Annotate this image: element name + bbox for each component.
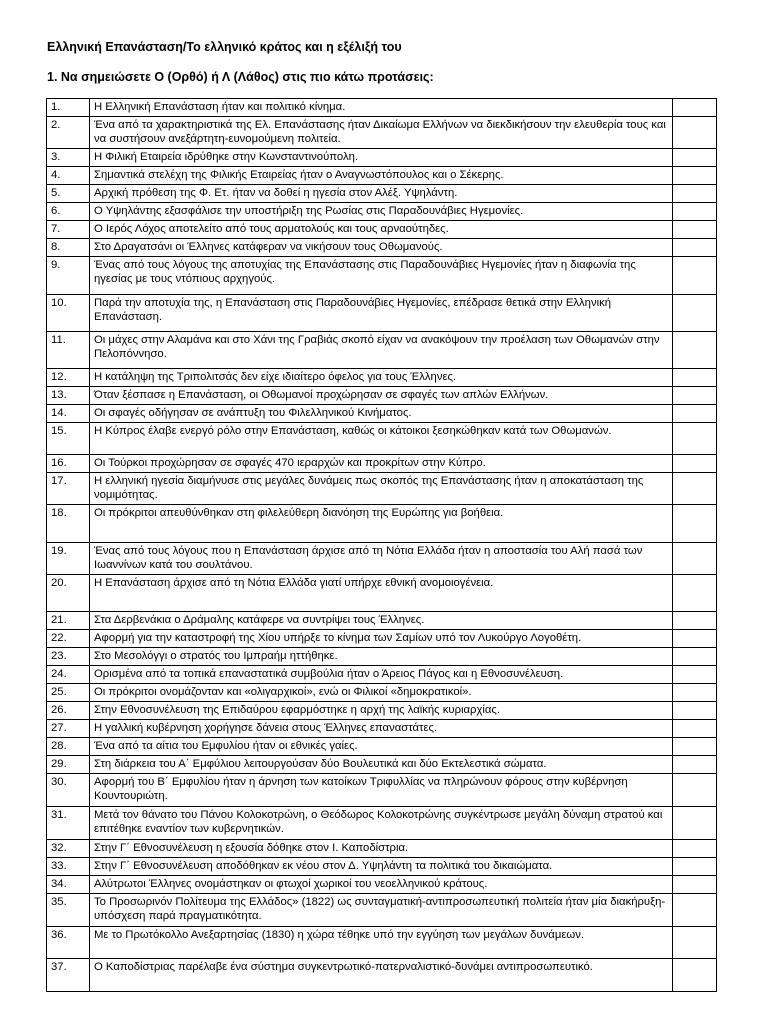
table-row xyxy=(47,840,717,858)
answer-cell[interactable] xyxy=(673,612,717,630)
table-row xyxy=(47,702,717,720)
table-row xyxy=(47,221,717,239)
statement-number: 31. xyxy=(47,807,90,840)
statements-table xyxy=(46,98,717,992)
statement-text: Η Επανάσταση άρχισε από τη Νότια Ελλάδα γιατί υπήρχε εθνική ανομοιογένεια. xyxy=(90,575,673,612)
statement-number: 37. xyxy=(47,959,90,992)
statement-number: 26. xyxy=(47,702,90,720)
table-row xyxy=(47,167,717,185)
answer-cell[interactable] xyxy=(673,774,717,807)
statement-number: 6. xyxy=(47,203,90,221)
statement-text: Ο Υψηλάντης εξασφάλισε την υποστήριξη της Ρωσίας στις Παραδουνάβιες Ηγεμονίες. xyxy=(90,203,673,221)
answer-cell[interactable] xyxy=(673,927,717,959)
statement-text: Αφορμή για την καταστροφή της Χίου υπήρξε το κίνημα των Σαμίων υπό τον Λυκούργο Λογοθέτη. xyxy=(90,630,673,648)
question-instruction: 1. Να σημειώσετε Ο (Ορθό) ή Λ (Λάθος) στις πιο κάτω προτάσεις: xyxy=(47,70,434,84)
statement-text: Οι πρόκριτοι απευθύνθηκαν στη φιλελεύθερη διανόηση της Ευρώπης για βοήθεια. xyxy=(90,505,673,543)
statement-text: Μετά τον θάνατο του Πάνου Κολοκοτρώνη, ο Θεόδωρος Κολοκοτρώνης συγκέντρωσε μεγάλη δύναμη στρατού και επιτέθηκε εναντίον των κυβερνητικών. xyxy=(90,807,673,840)
table-row xyxy=(47,387,717,405)
statement-number: 33. xyxy=(47,858,90,876)
answer-cell[interactable] xyxy=(673,332,717,369)
answer-cell[interactable] xyxy=(673,185,717,203)
table-row xyxy=(47,185,717,203)
statement-text: Οι Τούρκοι προχώρησαν σε σφαγές 470 ιεραρχών και προκρίτων στην Κύπρο. xyxy=(90,455,673,473)
answer-cell[interactable] xyxy=(673,473,717,505)
answer-cell[interactable] xyxy=(673,167,717,185)
answer-cell[interactable] xyxy=(673,876,717,894)
statement-text: Αρχική πρόθεση της Φ. Ετ. ήταν να δοθεί η ηγεσία στον Αλέξ. Υψηλάντη. xyxy=(90,185,673,203)
statement-text: Η γαλλική κυβέρνηση χορήγησε δάνεια στους Έλληνες επαναστάτες. xyxy=(90,720,673,738)
table-row xyxy=(47,149,717,167)
table-row xyxy=(47,369,717,387)
table-row xyxy=(47,630,717,648)
table-row xyxy=(47,876,717,894)
statement-number: 24. xyxy=(47,666,90,684)
answer-cell[interactable] xyxy=(673,405,717,423)
statement-number: 19. xyxy=(47,543,90,575)
statement-text: Η Ελληνική Επανάσταση ήταν και πολιτικό κίνημα. xyxy=(90,99,673,117)
statement-number: 13. xyxy=(47,387,90,405)
statement-number: 36. xyxy=(47,927,90,959)
answer-cell[interactable] xyxy=(673,807,717,840)
answer-cell[interactable] xyxy=(673,505,717,543)
table-row xyxy=(47,203,717,221)
table-row xyxy=(47,738,717,756)
statement-number: 7. xyxy=(47,221,90,239)
statement-number: 35. xyxy=(47,894,90,927)
statement-number: 2. xyxy=(47,117,90,149)
answer-cell[interactable] xyxy=(673,684,717,702)
answer-cell[interactable] xyxy=(673,666,717,684)
statement-text: Ο Καποδίστριας παρέλαβε ένα σύστημα συγκεντρωτικό-πατερναλιστικό-δυνάμει αντιπροσωπευτικό. xyxy=(90,959,673,992)
statement-number: 28. xyxy=(47,738,90,756)
statement-number: 5. xyxy=(47,185,90,203)
statement-text: Παρά την αποτυχία της, η Επανάσταση στις Παραδουνάβιες Ηγεμονίες, επέδρασε θετικά στην Ελληνική Επανάσταση. xyxy=(90,295,673,332)
statement-number: 20. xyxy=(47,575,90,612)
statement-text: Ένα από τα χαρακτηριστικά της Ελ. Επανάστασης ήταν Δικαίωμα Ελλήνων να διεκδικήσουν την ελευθερία τους και να συστήσουν ανεξάρτητη-ευνομούμενη πολιτεία. xyxy=(90,117,673,149)
answer-cell[interactable] xyxy=(673,295,717,332)
table-row xyxy=(47,117,717,149)
answer-cell[interactable] xyxy=(673,387,717,405)
answer-cell[interactable] xyxy=(673,117,717,149)
statement-text: Σημαντικά στελέχη της Φιλικής Εταιρείας ήταν ο Αναγνωστόπουλος και ο Σέκερης. xyxy=(90,167,673,185)
table-row xyxy=(47,756,717,774)
table-row xyxy=(47,894,717,927)
table-row xyxy=(47,575,717,612)
table-row xyxy=(47,99,717,117)
statement-number: 27. xyxy=(47,720,90,738)
table-row xyxy=(47,332,717,369)
answer-cell[interactable] xyxy=(673,858,717,876)
statement-text: Ο Ιερός Λόχος αποτελείτο από τους αρματολούς και τους αρναούτηδες. xyxy=(90,221,673,239)
statement-number: 9. xyxy=(47,257,90,295)
answer-cell[interactable] xyxy=(673,630,717,648)
table-row xyxy=(47,959,717,992)
statement-number: 17. xyxy=(47,473,90,505)
statement-number: 22. xyxy=(47,630,90,648)
answer-cell[interactable] xyxy=(673,756,717,774)
statement-text: Όταν ξέσπασε η Επανάσταση, οι Οθωμανοί προχώρησαν σε σφαγές των απλών Ελλήνων. xyxy=(90,387,673,405)
answer-cell[interactable] xyxy=(673,575,717,612)
statement-text: Στην Γ΄ Εθνοσυνέλευση η εξουσία δόθηκε στον Ι. Καποδίστρια. xyxy=(90,840,673,858)
statement-text: Η κατάληψη της Τριπολιτσάς δεν είχε ιδιαίτερο όφελος για τους Έλληνες. xyxy=(90,369,673,387)
statement-text: Στα Δερβενάκια ο Δράμαλης κατάφερε να συντρίψει τους Έλληνες. xyxy=(90,612,673,630)
table-row xyxy=(47,257,717,295)
table-row xyxy=(47,473,717,505)
statement-text: Ένας από τους λόγους που η Επανάσταση άρχισε από τη Νότια Ελλάδα ήταν η αποστασία του Αλή πασά των Ιωαννίνων κατά του σουλτάνου. xyxy=(90,543,673,575)
answer-cell[interactable] xyxy=(673,840,717,858)
answer-cell[interactable] xyxy=(673,738,717,756)
answer-cell[interactable] xyxy=(673,543,717,575)
statement-text: Η Φιλική Εταιρεία ιδρύθηκε στην Κωνσταντινούπολη. xyxy=(90,149,673,167)
statement-number: 10. xyxy=(47,295,90,332)
table-row xyxy=(47,505,717,543)
answer-cell[interactable] xyxy=(673,648,717,666)
statement-number: 1. xyxy=(47,99,90,117)
table-row xyxy=(47,423,717,455)
answer-cell[interactable] xyxy=(673,149,717,167)
answer-cell[interactable] xyxy=(673,203,717,221)
statement-text: Ένα από τα αίτια του Εμφυλίου ήταν οι εθνικές γαίες. xyxy=(90,738,673,756)
table-row xyxy=(47,774,717,807)
statement-text: Οι πρόκριτοι ονομάζονταν και «ολιγαρχικοί», ενώ οι Φιλικοί «δημοκρατικοί». xyxy=(90,684,673,702)
statement-text: Στο Μεσολόγγι ο στρατός του Ιμπραήμ ηττήθηκε. xyxy=(90,648,673,666)
statement-number: 11. xyxy=(47,332,90,369)
statement-number: 25. xyxy=(47,684,90,702)
statement-number: 14. xyxy=(47,405,90,423)
answer-cell[interactable] xyxy=(673,455,717,473)
statement-number: 18. xyxy=(47,505,90,543)
answer-cell[interactable] xyxy=(673,423,717,455)
statement-number: 8. xyxy=(47,239,90,257)
statement-text: Οι σφαγές οδήγησαν σε ανάπτυξη του Φιλελληνικού Κινήματος. xyxy=(90,405,673,423)
answer-cell[interactable] xyxy=(673,99,717,117)
answer-cell[interactable] xyxy=(673,369,717,387)
table-row xyxy=(47,612,717,630)
answer-cell[interactable] xyxy=(673,239,717,257)
statement-number: 30. xyxy=(47,774,90,807)
table-row xyxy=(47,807,717,840)
table-row xyxy=(47,239,717,257)
answer-cell[interactable] xyxy=(673,257,717,295)
table-row xyxy=(47,543,717,575)
statement-text: Το Προσωρινόν Πολίτευμα της Ελλάδος» (1822) ως συνταγματική-αντιπροσωπευτική πολιτεία ήταν μία διακήρυξη-υπόσχεση παρά πραγματικότητα. xyxy=(90,894,673,927)
statement-text: Στη διάρκεια του Α΄ Εμφύλιου λειτουργούσαν δύο Βουλευτικά και δύο Εκτελεστικά σώματα. xyxy=(90,756,673,774)
table-row xyxy=(47,648,717,666)
statement-number: 34. xyxy=(47,876,90,894)
table-row xyxy=(47,405,717,423)
answer-cell[interactable] xyxy=(673,702,717,720)
answer-cell[interactable] xyxy=(673,894,717,927)
statement-text: Στην Εθνοσυνέλευση της Επιδαύρου εφαρμόστηκε η αρχή της λαϊκής κυριαρχίας. xyxy=(90,702,673,720)
answer-cell[interactable] xyxy=(673,221,717,239)
statement-number: 15. xyxy=(47,423,90,455)
statements-table-body xyxy=(47,99,717,992)
statement-text: Στην Γ΄ Εθνοσυνέλευση αποδόθηκαν εκ νέου στον Δ. Υψηλάντη τα πολιτικά του δικαιώματα. xyxy=(90,858,673,876)
statement-text: Ορισμένα από τα τοπικά επαναστατικά συμβούλια ήταν ο Άρειος Πάγος και η Εθνοσυνέλευση. xyxy=(90,666,673,684)
table-row xyxy=(47,858,717,876)
table-row xyxy=(47,455,717,473)
statement-number: 4. xyxy=(47,167,90,185)
statement-text: Με το Πρωτόκολλο Ανεξαρτησίας (1830) η χώρα τέθηκε υπό την εγγύηση των μεγάλων δυνάμεων. xyxy=(90,927,673,959)
statement-text: Ένας από τους λόγους της αποτυχίας της Επανάστασης στις Παραδουνάβιες Ηγεμονίες ήταν η διαφωνία της ηγεσίας με τους ντόπιους αρχηγούς. xyxy=(90,257,673,295)
statement-number: 23. xyxy=(47,648,90,666)
answer-cell[interactable] xyxy=(673,720,717,738)
table-row xyxy=(47,720,717,738)
statement-text: Αφορμή του Β΄ Εμφυλίου ήταν η άρνηση των κατοίκων Τριφυλλίας να πληρώνουν φόρους στην κυβέρνηση Κουντουριώτη. xyxy=(90,774,673,807)
table-row xyxy=(47,927,717,959)
table-row xyxy=(47,666,717,684)
page-title: Ελληνική Επανάσταση/Το ελληνικό κράτος και η εξέλιξή του xyxy=(47,40,402,54)
statement-number: 21. xyxy=(47,612,90,630)
statement-number: 29. xyxy=(47,756,90,774)
statement-number: 16. xyxy=(47,455,90,473)
statement-number: 32. xyxy=(47,840,90,858)
table-row xyxy=(47,684,717,702)
statement-text: Η Κύπρος έλαβε ενεργό ρόλο στην Επανάσταση, καθώς οι κάτοικοι ξεσηκώθηκαν κατά των Οθωμανών. xyxy=(90,423,673,455)
statement-text: Η ελληνική ηγεσία διαμήνυσε στις μεγάλες δυνάμεις πως σκοπός της Επανάστασης ήταν η αποκατάσταση της νομιμότητας. xyxy=(90,473,673,505)
statement-number: 12. xyxy=(47,369,90,387)
statement-text: Στο Δραγατσάνι οι Έλληνες κατάφεραν να νικήσουν τους Οθωμανούς. xyxy=(90,239,673,257)
statement-number: 3. xyxy=(47,149,90,167)
answer-cell[interactable] xyxy=(673,959,717,992)
statement-text: Αλύτρωτοι Έλληνες ονομάστηκαν οι φτωχοί χωρικοί του νεοελληνικού κράτους. xyxy=(90,876,673,894)
statement-text: Οι μάχες στην Αλαμάνα και στο Χάνι της Γραβιάς σκοπό είχαν να ανακόψουν την προέλαση των Οθωμανών στην Πελοπόννησο. xyxy=(90,332,673,369)
table-row xyxy=(47,295,717,332)
